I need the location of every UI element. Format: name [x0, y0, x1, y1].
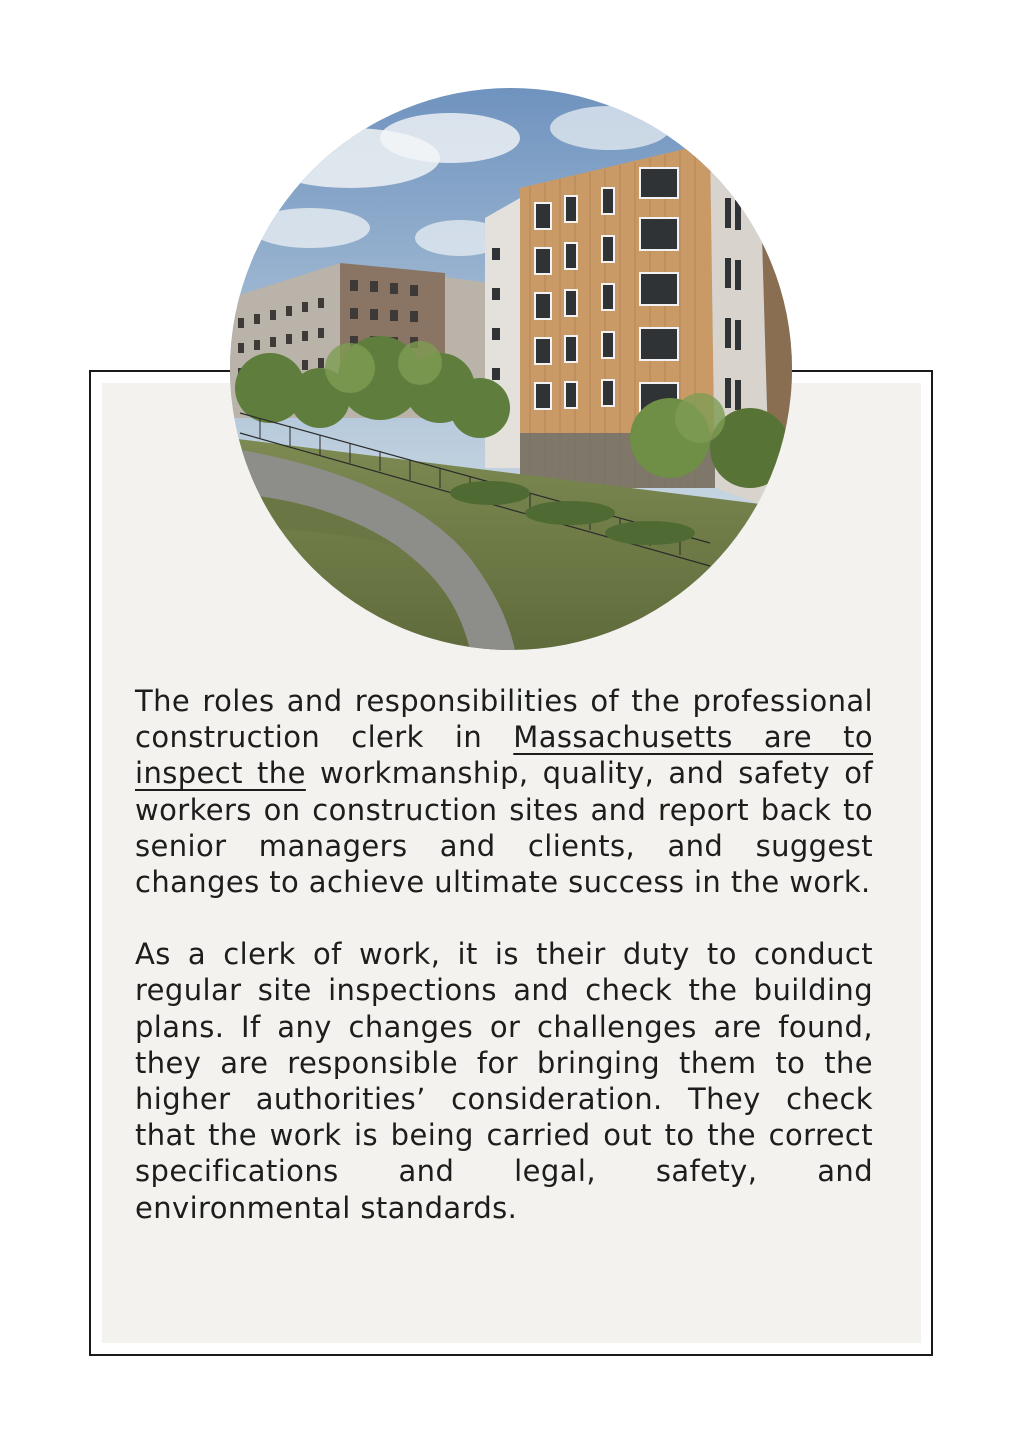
article-body — [135, 683, 873, 1226]
paragraph-roles-rest: workmanship, quality, and safety of workers on construction sites and report back to senior managers and clients, and suggest changes to achieve ultimate success in the work. — [135, 756, 873, 900]
paragraph-roles — [135, 683, 873, 900]
building-photo — [230, 88, 792, 650]
building-illustration — [230, 88, 792, 650]
massachusetts-link[interactable]: Massachusetts are to inspect the — [135, 720, 874, 791]
paragraph-duties: As a clerk of work, it is their duty to conduct regular site inspections and check the building plans. If any changes or challenges are found, they are responsible for bringing them to the higher authorities’ consideration. They check that the work is being carried out to the correct specifications and legal, safety, and environmental standards. — [135, 937, 873, 1225]
paragraph-roles-intro: The roles and responsibilities of the professional construction clerk in — [135, 684, 873, 755]
